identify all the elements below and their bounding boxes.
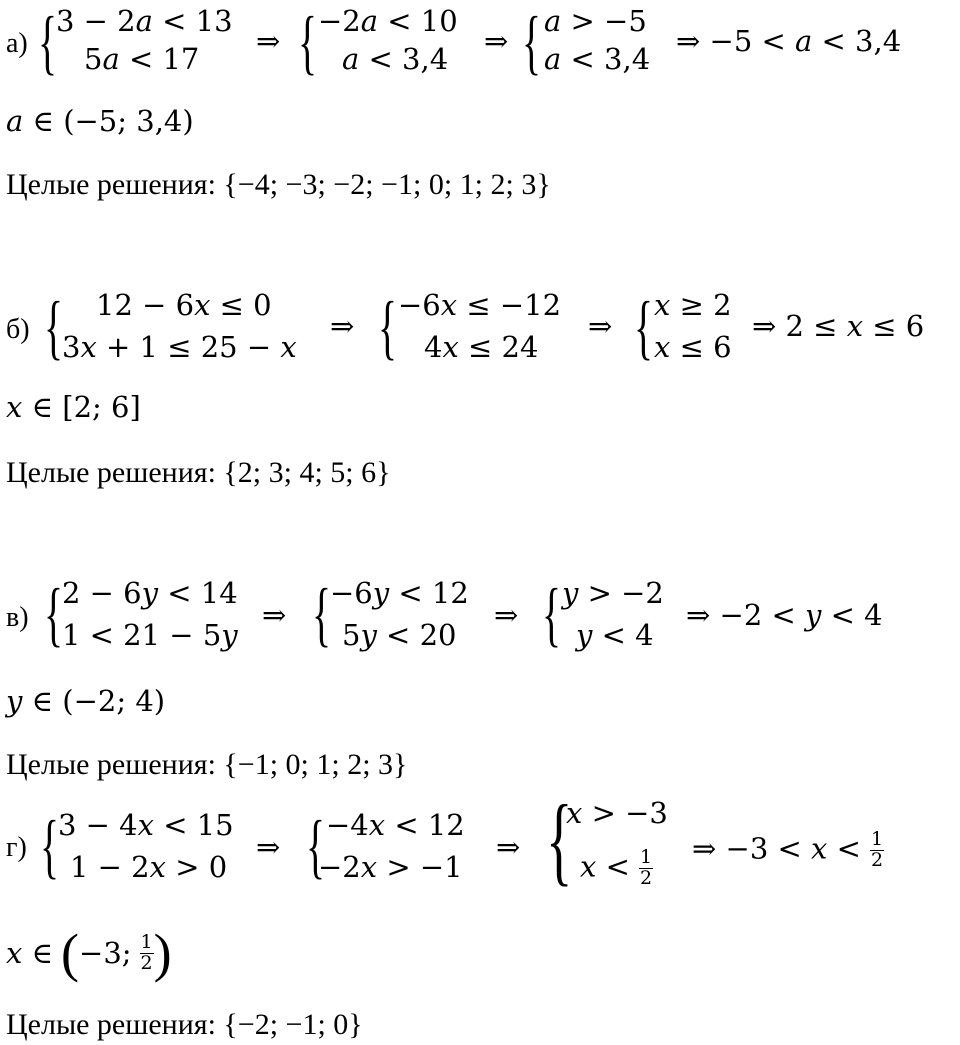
part-d-interval-prefix: 𝑥 ∈ [6,936,54,970]
part-d-interval-value: −3; [79,936,132,970]
part-b-interval: 𝑥 ∈ [2; 6] [6,390,141,424]
part-d-result-text: ⇒ −3 < 𝑥 < [692,831,861,866]
part-b-integer-solutions: Целые решения: {2; 3; 4; 5; 6} [6,456,391,489]
brace-glyph: { [542,574,562,654]
part-a-sys2-line2: 𝑎 < 3,4 [342,42,449,76]
part-d-interval [6,918,172,988]
brace-glyph: { [40,806,60,886]
part-d-sys3-line2 [580,848,653,889]
part-a-sys3-line2: 𝑎 < 3,4 [544,42,651,76]
fraction-one-half [140,930,154,974]
part-c-integer-solutions: Целые решения: {−1; 0; 1; 2; 3} [6,748,408,781]
brace-glyph: { [546,784,573,895]
part-a-sys1-line1: 3 − 2𝑎 < 13 [56,4,233,38]
part-a-sys1-line2: 5𝑎 < 17 [84,42,200,76]
part-c-sys2-line1: −6𝑦 < 12 [330,576,469,610]
fraction-numerator: 1 [640,846,653,868]
part-c-interval: 𝑦 ∈ (−2; 4) [6,684,166,718]
implies-arrow: ⇒ [256,24,281,58]
part-d-sys3-line2-text: 𝑥 < [580,849,630,884]
fraction-denominator: 2 [871,848,884,871]
part-d-label: г) [6,832,27,863]
part-d-result [692,830,884,871]
part-b-sys2-line2: 4𝑥 ≤ 24 [424,330,539,364]
part-b-sys2-line1: −6𝑥 ≤ −12 [398,288,562,322]
brace-glyph: { [306,806,326,886]
part-b-label: б) [6,314,30,345]
brace-glyph: { [312,574,332,654]
fraction-numerator: 1 [140,930,153,953]
part-c-sys2-line2: 5𝑦 < 20 [342,618,457,652]
part-a-integer-solutions: Целые решения: {−4; −3; −2; −1; 0; 1; 2; 3} [6,168,551,201]
part-b-result: ⇒ 2 ≤ 𝑥 ≤ 6 [752,309,925,343]
part-d-sys2-line2: −2𝑥 > −1 [318,850,463,884]
brace-glyph: { [298,2,318,82]
brace-glyph: { [378,287,398,367]
part-b-sys1-line2: 3𝑥 + 1 ≤ 25 − 𝑥 [62,330,297,364]
implies-arrow: ⇒ [494,598,519,632]
brace-glyph: { [44,574,64,654]
part-c-label: в) [6,602,29,633]
part-b-sys1-line1: 12 − 6𝑥 ≤ 0 [96,288,272,322]
part-d-sys1-line2: 1 − 2𝑥 > 0 [70,850,228,884]
fraction-one-half [870,830,884,871]
implies-arrow: ⇒ [588,309,613,343]
part-a-result: ⇒ −5 < 𝑎 < 3,4 [676,24,902,58]
part-b-sys3-line2: 𝑥 ≤ 6 [654,330,732,364]
implies-arrow: ⇒ [256,830,281,864]
part-d-sys2-line1: −4𝑥 < 12 [326,808,465,842]
part-d-integer-solutions: Целые решения: {−2; −1; 0} [6,1008,363,1041]
part-c-sys1-line1: 2 − 6𝑦 < 14 [62,576,238,610]
part-d-sys3-line1: 𝑥 > −3 [566,796,668,830]
brace-glyph: { [522,2,542,82]
interval-right-paren: ) [153,923,172,983]
part-b-sys3-line1: 𝑥 ≥ 2 [654,288,732,322]
implies-arrow: ⇒ [496,830,521,864]
brace-glyph: { [44,287,64,367]
part-d-sys1-line1: 3 − 4𝑥 < 15 [58,808,234,842]
part-a-interval: 𝑎 ∈ (−5; 3,4) [6,104,194,138]
implies-arrow: ⇒ [330,309,355,343]
part-c-sys1-line2: 1 < 21 − 5𝑦 [62,618,238,652]
fraction-one-half [639,848,653,889]
part-c-result: ⇒ −2 < 𝑦 < 4 [686,598,883,632]
implies-arrow: ⇒ [262,598,287,632]
fraction-numerator: 1 [871,828,884,850]
fraction-denominator: 2 [640,866,653,889]
part-c-sys3-line2: 𝑦 < 4 [576,618,654,652]
part-a-sys3-line1: 𝑎 > −5 [544,4,647,38]
fraction-denominator: 2 [140,951,153,974]
implies-arrow: ⇒ [484,24,509,58]
part-a-label: а) [6,28,28,59]
part-c-sys3-line1: 𝑦 > −2 [562,576,664,610]
brace-glyph: { [634,287,654,367]
part-a-sys2-line1: −2𝑎 < 10 [318,4,458,38]
brace-glyph: { [38,2,58,82]
interval-left-paren: ( [61,923,80,983]
